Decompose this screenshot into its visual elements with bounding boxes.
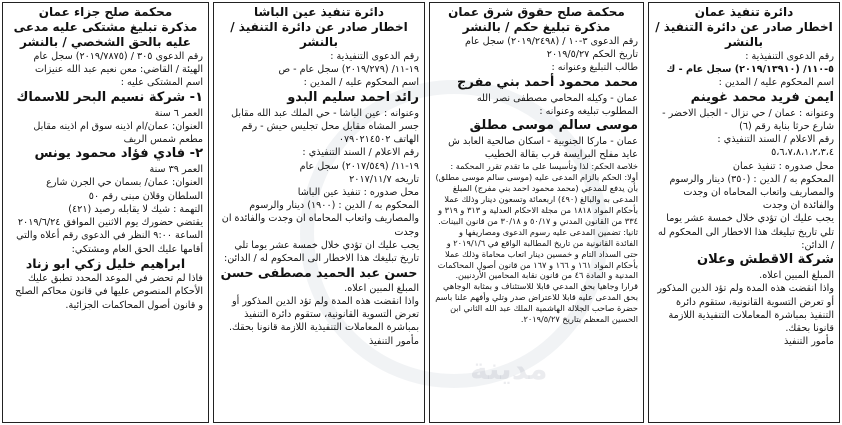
instrument-date: تاريخه ٢٠١٧/١١/٧ (349, 173, 419, 185)
notice-subheading: مذكرة تبليغ مشتكى عليه مدعى عليه بالحق الشخصي / بالنشر (13, 20, 198, 49)
payment-demand: يجب عليك ان تؤدي خلال خمسة عشر يوما تلي تاريخ تبليغك هذا الاخطار الى المحكوم له / الدائن: (657, 213, 834, 251)
debtor-address: وعنوانه : عين الباشا - حي الملك عبد الله مقابل جسر المشاه مقابل محل تجليس حيش - رقم الهاتف ٠٧٩٠٢١٤٥٠٢ (231, 107, 419, 146)
requester-name: محمد محمود أحمد بني مفرج (457, 74, 638, 90)
issuing-place: محل صدوره : تنفيذ عمان (732, 160, 834, 172)
enforcement-warning: واذا انقضت هذه المدة ولم تؤد الدين المذكور أو تعرض التسوية القانونية، ستقوم دائرة التنفيذ بمباشرة المعاملات التنفيذية اللازمة قانونا بحقك. (228, 295, 419, 334)
notice-subheading: اخطار صادر عن دائرة التنفيذ / بالنشر (655, 20, 833, 49)
accused-1-address: العنوان: عمان/ام اذينه سوق ام اذينه مقابل مطعم شمس الريف (33, 120, 203, 146)
accused-1-name: ١- شركة نسيم البحر للاسماك (16, 89, 203, 105)
case-number-label: رقم الدعوى التنفيذية : (745, 51, 834, 62)
requester-label: طالب التبليغ وعنوانه : (551, 62, 638, 74)
creditor-name: حسن عبد الحميد مصطفى حسن (220, 265, 418, 281)
charge: التهمة : شيك لا يقابله رصيد (٤٢١) (68, 203, 203, 215)
notice-ein-albasha-execution (213, 2, 425, 423)
instrument-label: رقم الاعلام / السند التنفيذي : (302, 147, 419, 159)
notice-amman-criminal-court (2, 2, 209, 423)
instrument-number: ٥،٦،٧،٨،١،٢،٣،٤ (771, 147, 834, 159)
judgment-amount: المحكوم به / الدين : (٣٥٠) دينار والرسوم والمصاريف واتعاب المحاماه ان وجدت والفائدة ان وجدت (669, 173, 834, 212)
notice-heading: دائرة تنفيذ عمان (694, 5, 794, 19)
debtor-label: اسم المحكوم عليه / المدين : (303, 77, 419, 89)
accused-label: اسم المشتكى عليه : (120, 77, 203, 89)
notice-amman-execution-ayman (648, 2, 840, 423)
case-number: رقم الدعوى ٣-١٠ / (٢٠١٩/٢٤٩٨) سجل عام (465, 36, 638, 47)
notice-heading: محكمة صلح جزاء عمان (38, 5, 173, 19)
judgment-amount: المحكوم به / الدين : (١٩٠٠) دينار والرسوم والمصاريف واتعاب المحاماه ان وجدت والفائدة ان وجدت (221, 200, 419, 238)
enforcement-warning: واذا انقضت هذه المدة ولم تؤد الدين المذكور أو تعرض التسوية القانونية، ستقوم دائرة التنفيذ بمباشرة المعاملات التنفيذية اللازمة قانونا بحقك. (657, 283, 834, 334)
judgment-date: تاريخ الحكم ٢٠١٩/٥/٢٧ (546, 49, 638, 61)
judgment-summary: خلاصة الحكم: لذا وتأسيسا على ما تقدم تقرر المحكمة : أولا: الحكم بالزام المدعى عليه (موسى سالم موسى مطلق) بأن يدفع للمدعي (محمد محمود احمد بني مفرج) المبلغ المدعى به والبالغ (٤٩٠) اربعمائة وتسعون دينار وذلك عملا بأحكام المواد ١٨١٨ من مجلة الاحكام العدلية و ٣١٣ و ٣١٩ و ٣٣٤ من القانون المدني و ٥٠/١٧ و ٣٠/١٨ من قانون البينات. (435, 161, 638, 226)
case-number: ٥-١١٠/ (٢٠١٩/١٣٩١٠) سجل عام - ك (666, 64, 834, 76)
judgment-costs: ثانيا: تضمين المدعى عليه رسوم الدعوى ومصاريفها و الفائدة القانونية من تاريخ المطالبة الواقع في ٢٠١٩/١/٦ و حتى السداد التام و خمسين دينار اتعاب محاماة وذلك عملا بأحكام المواد ١٦١ و ١٦٦ و ١٦٧ من قانون أصول المحاكمات المدنية و المادة ٤٦ من قانون نقابة المحامين الأردنيين. (437, 226, 638, 281)
debtor-name: رائد احمد سليم البدو (287, 89, 419, 105)
notice-heading: دائرة تنفيذ عين الباشا (254, 5, 384, 19)
case-number-label: رقم الدعوى التنفيذية : (330, 51, 419, 62)
instrument-label: رقم الاعلام / السند التنفيذي : (717, 134, 834, 146)
hearing-notice: يقتضي حضورك يوم الاثنين الموافق ٢٠١٩/٦/٢٤ الساعة ٩:٠٠ النظر في الدعوى رقم أعلاه والتي أقامها عليك الحق العام ومشتكي: (16, 217, 203, 255)
signature-officer: مأمور التنفيذ (783, 336, 834, 348)
judge-name: الهيئة / القاضي: معن نعيم عبد الله عنيزات (35, 64, 203, 76)
notice-east-amman-judgment (429, 2, 644, 423)
signature-officer: مأمور التنفيذ (368, 335, 419, 347)
debtor-label: اسم المحكوم عليه / المدين : (718, 77, 834, 89)
amount-note: المبلغ المبين اعلاه. (344, 282, 419, 294)
creditor-name: شركة الاقطش وعلان (697, 252, 834, 268)
accused-2-address: العنوان: عمان/ بسمان حي الجرن شارع السلطان وقلان مبنى رقم ٥٠ (46, 177, 203, 202)
issuing-place: محل صدوره : تنفيذ عين الباشا (297, 187, 419, 198)
requester-address: عمان - وكيله المحامي مصطفى نصر الله (476, 92, 638, 104)
accused-2-name: ٢- فادي فؤاد محمود يونس (34, 146, 203, 162)
respondent-label: المطلوب تبليغه وعنوانه : (539, 105, 638, 117)
notice-subheading: مذكرة تبليغ حكم / بالنشر (462, 20, 611, 34)
debtor-name: ايمن فريد محمد غوينم (690, 89, 834, 105)
case-number: رقم الدعوى ٣٠٥ / (٢٠١٩/٧٨٧٥) سجل عام (33, 51, 203, 62)
instrument-number: ١٩-١١/ (٢٠١٧/٥٤٩) سجل عام (299, 160, 419, 172)
notice-heading: محكمة صلح حقوق شرق عمان (448, 5, 625, 19)
accused-2-age: العمر ٣٩ سنة (149, 164, 203, 176)
case-number: ١٩-١١/ (٢٠١٩/٢٧٩) سجل عام - ص (278, 64, 419, 76)
amount-note: المبلغ المبين اعلاه. (759, 270, 834, 282)
respondent-address: عمان - ماركا الجنوبية - اسكان صالحية العابد ش عايد مفلح البرايسة قرب بقالة الخطيب (448, 135, 638, 161)
payment-demand: يجب عليك ان تؤدي خلال خمسة عشر يوما تلي تاريخ تبليغك هذا الاخطار الى المحكوم له / الدائن: (224, 239, 419, 265)
debtor-address: وعنوانه : عمان / حي نزال - الجبل الاخضر - شارع حرثا بناية رقم (٦) (662, 107, 834, 132)
watermark-text: مدينة (470, 352, 548, 387)
respondent-name: موسى سالم موسى مطلق (469, 118, 638, 134)
accused-1-age: العمر ٦ سنة (154, 107, 203, 119)
notice-subheading: اخطار صادر عن دائرة التنفيذ / بالنشر (230, 20, 408, 49)
judgment-pronouncement: قرارا وجاهيا بحق المدعي قابلا للاستئناف و بمثابة الوجاهي بحق المدعى عليه قابلا للاعتراض صدر وتلي وأفهم علنا باسم حضرة صاحب الجلالة الهاشمية الملك عبد الله الثاني ابن الحسين المعظم بتاريخ ٢٠١٩/٥/٢٧. (435, 281, 638, 325)
complainant-name: ابراهيم خليل زكي ابو زناد (25, 255, 186, 271)
absence-warning: فاذا لم تحضر في الموعد المحدد تطبق عليك الأحكام المنصوص عليها في قانون محاكم الصلح و قانون أصول المحاكمات الجزائية. (15, 273, 203, 311)
